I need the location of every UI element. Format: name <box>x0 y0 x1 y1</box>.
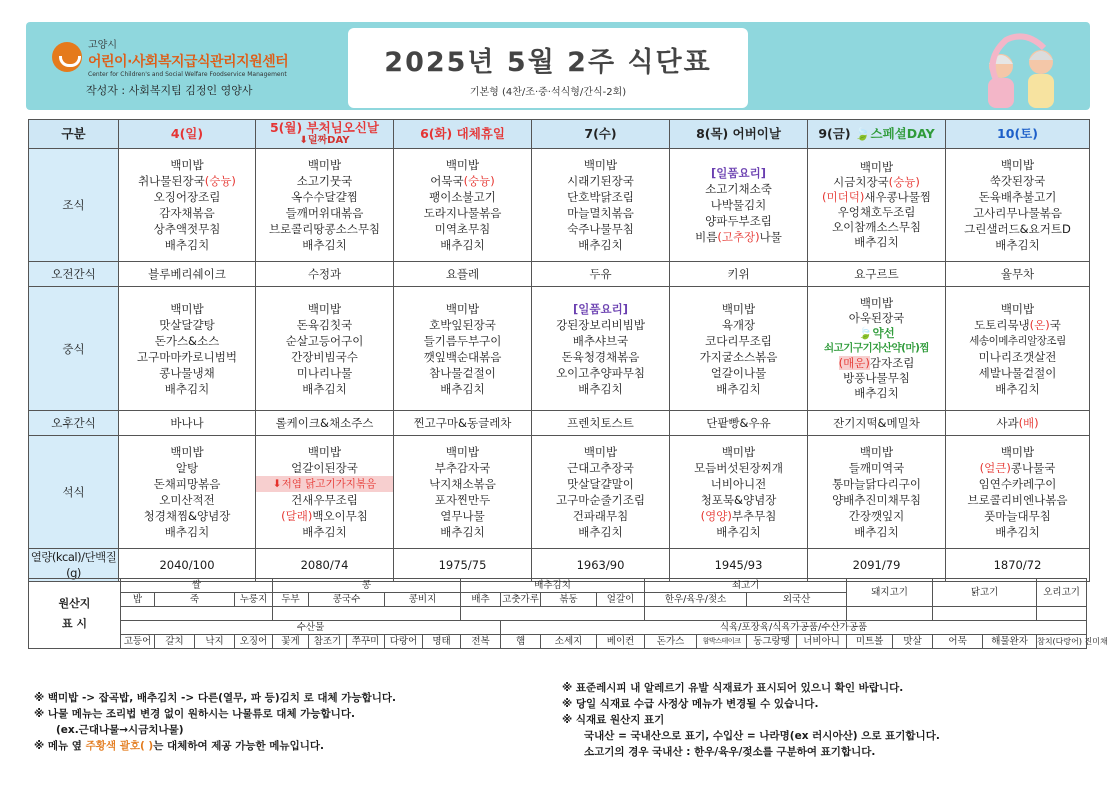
day-header-7: 7(수) <box>532 120 670 149</box>
meal-cell: 백미밥 도토리묵냉(온)국 세송이메추리알장조림 미나리조갯살전 세발나물겉절이 배추김치 <box>946 287 1090 411</box>
kcal-row <box>29 549 1090 582</box>
kcal-cell: 2091/79 <box>808 549 946 582</box>
snack-cell: 요플레 <box>394 262 532 287</box>
origin-item: 한우/육우/젖소 <box>645 593 747 607</box>
leaf-icon: 🍃 <box>858 326 873 340</box>
author: 작성자 : 사회복지팀 김정인 영양사 <box>86 84 253 97</box>
dinner-row <box>29 436 1090 549</box>
snack-cell: 사과(배) <box>946 411 1090 436</box>
origin-item: 참조기 <box>309 635 347 649</box>
col-label: 구분 <box>29 120 119 149</box>
kcal-cell: 2040/100 <box>119 549 256 582</box>
origin-group-chicken: 닭고기 <box>933 579 1037 607</box>
origin-group-bean: 콩 <box>273 579 461 593</box>
kcal-cell: 2080/74 <box>256 549 394 582</box>
origin-item: 함박스테이크 <box>697 635 747 649</box>
meal-cell: 백미밥 얼갈이된장국 ⬇저염 닭고기가지볶음 건새우무조림 (달래)백오이무침 배추김치 <box>256 436 394 549</box>
notes-left: ※ 백미밥 -> 잡곡밥, 배추김치 -> 다른(열무, 파 등)김치 로 대체 가능합니다. ※ 나물 메뉴는 조리법 변경 없이 원하시는 나물류로 대체 가능합니다. (ex.근대나물→시금치나물) ※ 메뉴 옆 주황색 괄호( )는 대체하여 제공 가능한 메뉴입니다. <box>34 692 397 752</box>
meal-cell: 백미밥 맛살달걀탕 돈가스&소스 고구마마카로니범벅 콩나물냉채 배추김치 <box>119 287 256 411</box>
origin-item: 죽 <box>155 593 235 607</box>
meal-cell: [일품요리] 소고기채소죽 나박물김치 양파두부조림 비름(고추장)나물 <box>670 149 808 262</box>
origin-blank <box>121 607 273 621</box>
day-header-4: 4(일) <box>119 120 256 149</box>
meal-cell: [일품요리] 강된장보리비빔밥 배추샤브국 돈육청경채볶음 오이고추양파무침 배추김치 <box>532 287 670 411</box>
kcal-cell: 1963/90 <box>532 549 670 582</box>
origin-item: 해물완자 <box>983 635 1037 649</box>
org-city: 고양시 <box>88 40 117 51</box>
origin-group-duck: 오리고기 <box>1037 579 1087 607</box>
org-logo <box>52 36 288 78</box>
snack-cell: 바나나 <box>119 411 256 436</box>
snack-cell: 단팥빵&우유 <box>670 411 808 436</box>
origin-group-pork: 돼지고기 <box>847 579 933 607</box>
origin-item: 소세지 <box>541 635 597 649</box>
day-header-8: 8(목) 어버이날 <box>670 120 808 149</box>
org-name: 어린이·사회복지급식관리지원센터 <box>88 54 289 70</box>
origin-item: 미트볼 <box>847 635 893 649</box>
origin-item: 볶동 <box>541 593 597 607</box>
origin-group-beef: 쇠고기 <box>645 579 847 593</box>
day-header-9: 9(금) 🍃스페셜DAY <box>808 120 946 149</box>
origin-item: 콩비지 <box>385 593 461 607</box>
snack-cell: 수정과 <box>256 262 394 287</box>
snack-cell: 찐고구마&동글레차 <box>394 411 532 436</box>
origin-item: 돈가스 <box>645 635 697 649</box>
snack-cell: 요구르트 <box>808 262 946 287</box>
origin-item: 밥 <box>121 593 155 607</box>
origin-item: 전복 <box>461 635 501 649</box>
origin-item: 다랑어 <box>385 635 423 649</box>
day-header-row <box>29 120 1090 149</box>
meal-cell: 백미밥 육개장 코다리무조림 가지굴소스볶음 얼갈이나물 배추김치 <box>670 287 808 411</box>
meal-cell: 백미밥 돈육김칫국 순살고등어구이 간장비빔국수 미나리나물 배추김치 <box>256 287 394 411</box>
page-subtitle: 기본형 (4찬/조·중·석식형/간식-2회) <box>469 87 627 98</box>
origin-blank <box>645 607 847 621</box>
elderly-couple-illustration-icon <box>966 28 1076 108</box>
header-banner <box>26 22 1090 110</box>
row-label-dinner: 석식 <box>29 436 119 549</box>
row-label-lunch: 중식 <box>29 287 119 411</box>
origin-item: 꽃게 <box>273 635 309 649</box>
snack-cell: 잔기지떡&메밀차 <box>808 411 946 436</box>
origin-item: 낙지 <box>195 635 235 649</box>
origin-item: 갈치 <box>155 635 195 649</box>
lunch-row <box>29 287 1090 411</box>
origin-group-kimchi: 배추김치 <box>461 579 645 593</box>
origin-blank <box>1037 607 1087 621</box>
meal-cell: 백미밥 시래기된장국 단호박닭조림 마늘멸치볶음 숙주나물무침 배추김치 <box>532 149 670 262</box>
origin-item: 고등어 <box>121 635 155 649</box>
menu-table <box>28 119 1090 582</box>
origin-item: 맛살 <box>893 635 933 649</box>
pm-snack-row <box>29 411 1090 436</box>
origin-item: 오징어 <box>235 635 273 649</box>
snack-cell: 키위 <box>670 262 808 287</box>
origin-item: 외국산 <box>747 593 847 607</box>
meal-cell: 백미밥 (얼큰)콩나물국 임연수카레구이 브로콜리비엔나볶음 풋마늘대무침 배추김치 <box>946 436 1090 549</box>
row-label-kcal: 열량(kcal)/단백질(g) <box>29 549 119 582</box>
snack-cell: 프렌치토스트 <box>532 411 670 436</box>
origin-item: 고춧가루 <box>502 594 539 605</box>
origin-item: 베이컨 <box>597 635 645 649</box>
origin-item: 쭈꾸미 <box>347 635 385 649</box>
special-day-tag: 스페셜DAY <box>870 126 935 141</box>
meal-cell: 백미밥 아욱된장국 🍃약선 쇠고기구기자산약(마)찜 (매운)감자조림 방풍나물무침 배추김치 <box>808 287 946 411</box>
meal-cell: 백미밥 들깨미역국 통마늘닭다리구이 양배추진미채무침 간장깻잎지 배추김치 <box>808 436 946 549</box>
snack-cell: 블루베리쉐이크 <box>119 262 256 287</box>
origin-item: 배추 <box>461 593 501 607</box>
origin-label: 원산지 표 시 <box>29 579 121 649</box>
origin-item: 햄 <box>501 635 541 649</box>
origin-item: 콩국수 <box>309 593 385 607</box>
origin-item: 누룽지 <box>235 593 273 607</box>
am-snack-row <box>29 262 1090 287</box>
meal-cell: 백미밥 소고기뭇국 옥수수달걀찜 들깨머위대볶음 브로콜리땅콩소스무침 배추김치 <box>256 149 394 262</box>
notes-right: ※ 표준레시피 내 알레르기 유발 식재료가 표시되어 있으니 확인 바랍니다. ※ 당일 식재료 수급 사정상 메뉴가 변경될 수 있습니다. ※ 식재료 원산지 표기 국내산 = 국내산으로 표기, 수입산 = 나라명(ex 러시아산) 으로 표기합니다. 소고기의 경우 국내산 : 한우/육우/젖소를 구분하여 표기합니다. <box>562 682 940 758</box>
leaf-icon: 🍃 <box>854 126 871 141</box>
origin-blank <box>933 607 1037 621</box>
origin-table <box>28 578 1108 649</box>
origin-item: 참치(다랑어) 진미채 <box>1037 635 1087 649</box>
kcal-cell: 1870/72 <box>946 549 1090 582</box>
kcal-cell: 1945/93 <box>670 549 808 582</box>
low-salt-badge: ⬇덜짜DAY <box>299 135 350 146</box>
origin-group-rice: 쌀 <box>121 579 273 593</box>
origin-processed-title: 식육/포장육/식육가공품/수산가공품 <box>501 621 1087 635</box>
snack-cell: 롤케이크&채소주스 <box>256 411 394 436</box>
row-label-am-snack: 오전간식 <box>29 262 119 287</box>
origin-item: 동그랑땡 <box>747 635 797 649</box>
origin-seafood-title: 수산물 <box>121 621 501 635</box>
smile-logo-icon <box>52 42 82 72</box>
row-label-breakfast: 조식 <box>29 149 119 262</box>
day-header-10: 10(토) <box>946 120 1090 149</box>
origin-item: 어묵 <box>933 635 983 649</box>
meal-cell: 백미밥 쑥갓된장국 돈육배추불고기 고사리무나물볶음 그린샐러드&요거트D 배추김치 <box>946 149 1090 262</box>
snack-cell: 율무차 <box>946 262 1090 287</box>
kcal-cell: 1975/75 <box>394 549 532 582</box>
meal-cell: 백미밥 근대고추장국 맛살달걀말이 고구마순줄기조림 건파래무침 배추김치 <box>532 436 670 549</box>
meal-cell: 백미밥 부추감자국 낙지채소볶음 포자찐만두 열무나물 배추김치 <box>394 436 532 549</box>
day-header-5: 5(월) 부처님오신날 ⬇덜짜DAY <box>256 120 394 149</box>
breakfast-row <box>29 149 1090 262</box>
origin-blank <box>273 607 461 621</box>
origin-item: 얼갈이 <box>597 593 645 607</box>
row-label-pm-snack: 오후간식 <box>29 411 119 436</box>
day-header-6: 6(화) 대체휴일 <box>394 120 532 149</box>
origin-item: 두부 <box>273 593 309 607</box>
page-title: 2025년 5월 2주 식단표 <box>384 47 712 78</box>
title-box <box>348 28 748 108</box>
snack-cell: 두유 <box>532 262 670 287</box>
origin-blank <box>461 607 645 621</box>
meal-cell: 백미밥 알탕 돈채피망볶음 오미산적전 청경채찜&양념장 배추김치 <box>119 436 256 549</box>
origin-item: 명태 <box>423 635 461 649</box>
meal-cell: 백미밥 어묵국(숭늉) 팽이소불고기 도라지나물볶음 미역초무침 배추김치 <box>394 149 532 262</box>
origin-blank <box>847 607 933 621</box>
origin-item: 너비아니 <box>797 635 847 649</box>
meal-cell: 백미밥 호박잎된장국 들기름두부구이 깻잎백순대볶음 참나물겉절이 배추김치 <box>394 287 532 411</box>
org-eng: Center for Children's and Social Welfare Foodservice Management <box>88 71 287 78</box>
meal-cell: 백미밥 모듬버섯된장찌개 너비아니전 청포묵&양념장 (영양)부추무침 배추김치 <box>670 436 808 549</box>
meal-cell: 백미밥 시금치장국(숭늉) (미더덕)새우콩나물찜 우엉채호두조림 오이참깨소스무침 배추김치 <box>808 149 946 262</box>
meal-cell: 백미밥 취나물된장국(숭늉) 오징어장조림 감자채볶음 상추액젓무침 배추김치 <box>119 149 256 262</box>
